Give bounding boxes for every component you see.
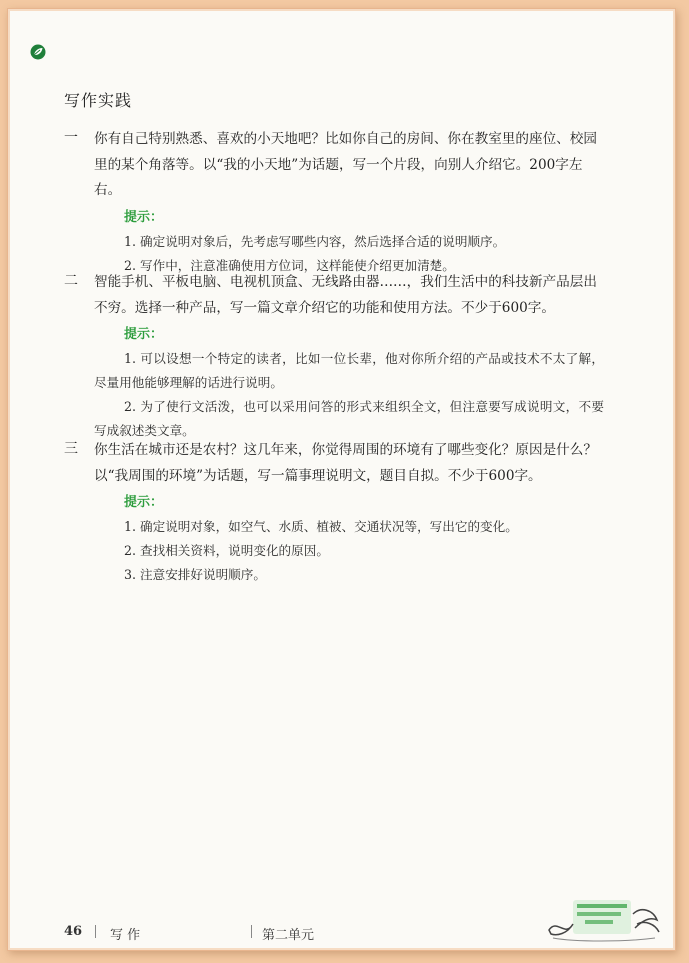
hint-line: 1. 可以设想一个特定的读者，比如一位长辈，他对你所介绍的产品或技术不太了解，尽量用他能够理解的话进行说明。 [94, 351, 604, 390]
exercise-number: 三 [64, 441, 78, 457]
exercise-text: 你生活在城市还是农村？这几年来，你觉得周围的环境有了哪些变化？原因是什么？以“我周围的环境”为话题，写一篇事理说明文，题目自拟。不少于600字。 [94, 442, 597, 484]
hint-line: 2. 写作中，注意准确使用方位词，这样能使介绍更加清楚。 [124, 257, 455, 273]
footer-right-label: 第二单元 [262, 928, 315, 943]
hint-label: 提示： [124, 327, 164, 342]
footer-divider [251, 925, 252, 938]
leaf-icon [30, 44, 46, 60]
exercise-text: 智能手机、平板电脑、电视机顶盒、无线路由器……，我们生活中的科技新产品层出不穷。选择一种产品，写一篇文章介绍它的功能和使用方法。不少于600字。 [94, 274, 597, 316]
hint-line: 2. 为了使行文活泼，也可以采用问答的形式来组织全文，但注意要写成说明文，不要写成叙述类文章。 [94, 399, 604, 438]
hint-label: 提示： [124, 495, 164, 510]
exercise-item-3 [64, 438, 604, 587]
hint-line: 2. 查找相关资料，说明变化的原因。 [124, 543, 329, 558]
footer-divider [95, 925, 96, 938]
page-number: 46 [64, 924, 83, 939]
exercise-item-1 [64, 127, 604, 278]
hint-line: 1. 确定说明对象后，先考虑写哪些内容，然后选择合适的说明顺序。 [124, 233, 506, 249]
exercise-number: 一 [64, 130, 78, 146]
watermark-logo-icon [545, 894, 665, 944]
exercise-text: 你有自己特别熟悉、喜欢的小天地吧？比如你自己的房间、你在教室里的座位、校园里的某个角落等。以“我的小天地”为话题，写一个片段，向别人介绍它。200字左右。 [94, 131, 597, 198]
hint-line: 1. 确定说明对象，如空气、水质、植被、交通状况等，写出它的变化。 [124, 519, 518, 534]
section-title: 写作实践 [64, 91, 133, 110]
footer-left-label: 写 作 [110, 928, 141, 943]
hint-label: 提示： [124, 209, 164, 225]
hint-line: 3. 注意安排好说明顺序。 [124, 567, 266, 582]
exercise-number: 二 [64, 273, 78, 289]
exercise-item-2 [64, 270, 604, 443]
